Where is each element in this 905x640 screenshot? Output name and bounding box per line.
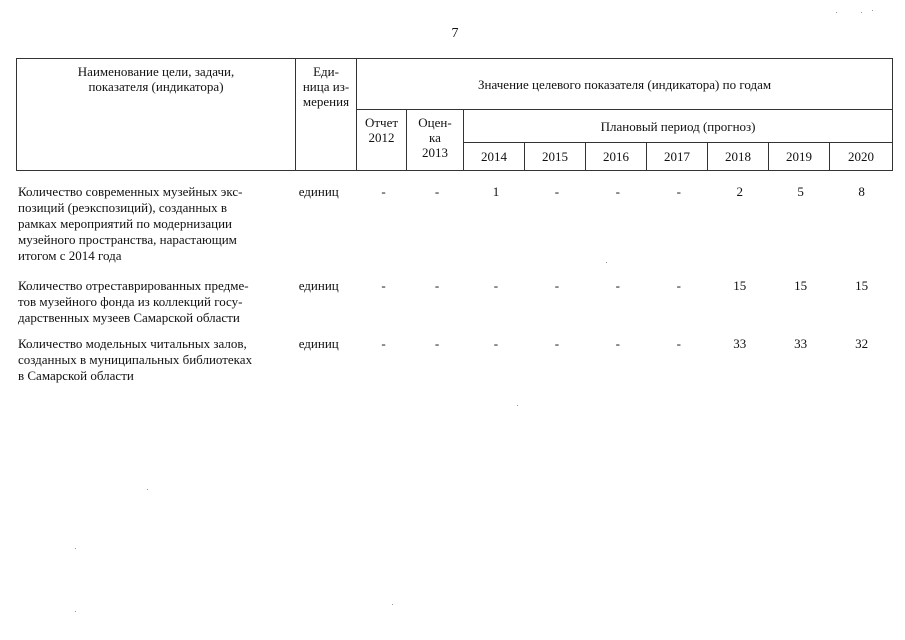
header-year: 2014	[464, 143, 525, 171]
indicator-unit: единиц	[298, 184, 339, 199]
table-row	[16, 278, 892, 336]
value-2012: -	[381, 184, 386, 199]
indicator-name-line: дарственных музеев Самарской области	[18, 310, 240, 325]
indicator-name-line: Количество современных музейных экс-	[18, 184, 243, 199]
page-number: 7	[451, 26, 459, 41]
value-2017: -	[676, 336, 681, 351]
indicator-name	[16, 184, 296, 278]
header-year: 2017	[647, 143, 708, 171]
indicator-name-line: тов музейного фонда из коллекций госу-	[18, 294, 243, 309]
header-planned-period: Плановый период (прогноз)	[464, 110, 893, 143]
scan-speck	[392, 604, 393, 605]
value-2013: -	[434, 278, 440, 293]
indicator-name	[16, 336, 296, 396]
value-2018: 15	[733, 278, 747, 293]
value-2013: -	[434, 336, 440, 351]
header-year: 2015	[525, 143, 586, 171]
table-row	[16, 184, 892, 278]
indicator-name	[16, 278, 296, 336]
value-2020: 32	[855, 336, 869, 351]
header-unit-line: Еди-	[313, 64, 339, 79]
header-unit-line: мерения	[302, 94, 350, 109]
header-report-year: 2012	[368, 130, 395, 145]
header-name-line: Наименование цели, задачи,	[77, 64, 235, 79]
indicator-table-header	[16, 58, 893, 171]
value-2012: -	[381, 278, 386, 293]
table-row	[16, 336, 892, 396]
indicator-name-line: позиций (реэкспозиций), созданных в	[18, 200, 227, 215]
scan-speck	[75, 548, 76, 549]
indicator-name-line: музейного пространства, нарастающим	[18, 232, 237, 247]
value-2014: -	[493, 336, 499, 351]
header-year: 2019	[769, 143, 830, 171]
header-name-column	[17, 59, 296, 171]
value-2016: -	[615, 278, 621, 293]
header-estimate-label: Оцен-	[418, 115, 452, 130]
scan-speck	[861, 12, 862, 13]
value-2015: -	[554, 278, 560, 293]
value-2018: 33	[733, 336, 747, 351]
header-name-line: показателя (индикатора)	[88, 79, 224, 94]
header-year: 2020	[830, 143, 893, 171]
value-2014: -	[493, 278, 499, 293]
indicator-name-line: Количество модельных читальных залов,	[18, 336, 247, 351]
value-2020: 8	[858, 184, 865, 199]
header-report-label: Отчет	[364, 115, 399, 130]
header-estimate-2013	[407, 110, 464, 171]
value-2015: -	[554, 184, 560, 199]
indicator-name-line: Количество отреставрированных предме-	[18, 278, 249, 293]
indicator-table-body	[16, 184, 892, 396]
value-2014: 1	[492, 184, 500, 199]
scan-speck	[872, 10, 873, 11]
value-2020: 15	[855, 278, 869, 293]
value-2017: -	[676, 184, 681, 199]
header-values-by-year: Значение целевого показателя (индикатора) по годам	[357, 59, 893, 110]
scan-speck	[517, 405, 518, 406]
indicator-name-line: рамках мероприятий по модернизации	[18, 216, 233, 231]
scan-speck	[75, 611, 76, 612]
header-unit-column	[296, 59, 357, 171]
header-unit-line: ница из-	[302, 79, 350, 94]
scan-speck	[606, 262, 607, 263]
indicator-unit: единиц	[298, 278, 339, 293]
header-report-2012	[357, 110, 407, 171]
value-2016: -	[615, 184, 621, 199]
value-2018: 2	[736, 184, 743, 199]
value-2012: -	[381, 336, 386, 351]
value-2019: 15	[794, 278, 808, 293]
indicator-name-line: в Самарской области	[18, 368, 134, 383]
indicator-name-line: созданных в муниципальных библиотеках	[18, 352, 253, 367]
scan-speck	[836, 12, 837, 13]
value-2019: 5	[797, 184, 804, 199]
value-2017: -	[676, 278, 681, 293]
value-2013: -	[434, 184, 440, 199]
header-estimate-label: ка	[429, 130, 441, 145]
value-2015: -	[554, 336, 560, 351]
scan-speck	[147, 489, 148, 490]
header-estimate-year: 2013	[422, 145, 448, 160]
value-2019: 33	[794, 336, 808, 351]
header-year: 2016	[586, 143, 647, 171]
indicator-unit: единиц	[298, 336, 339, 351]
header-year: 2018	[708, 143, 769, 171]
value-2016: -	[615, 336, 621, 351]
indicator-name-line: итогом с 2014 года	[18, 248, 122, 263]
